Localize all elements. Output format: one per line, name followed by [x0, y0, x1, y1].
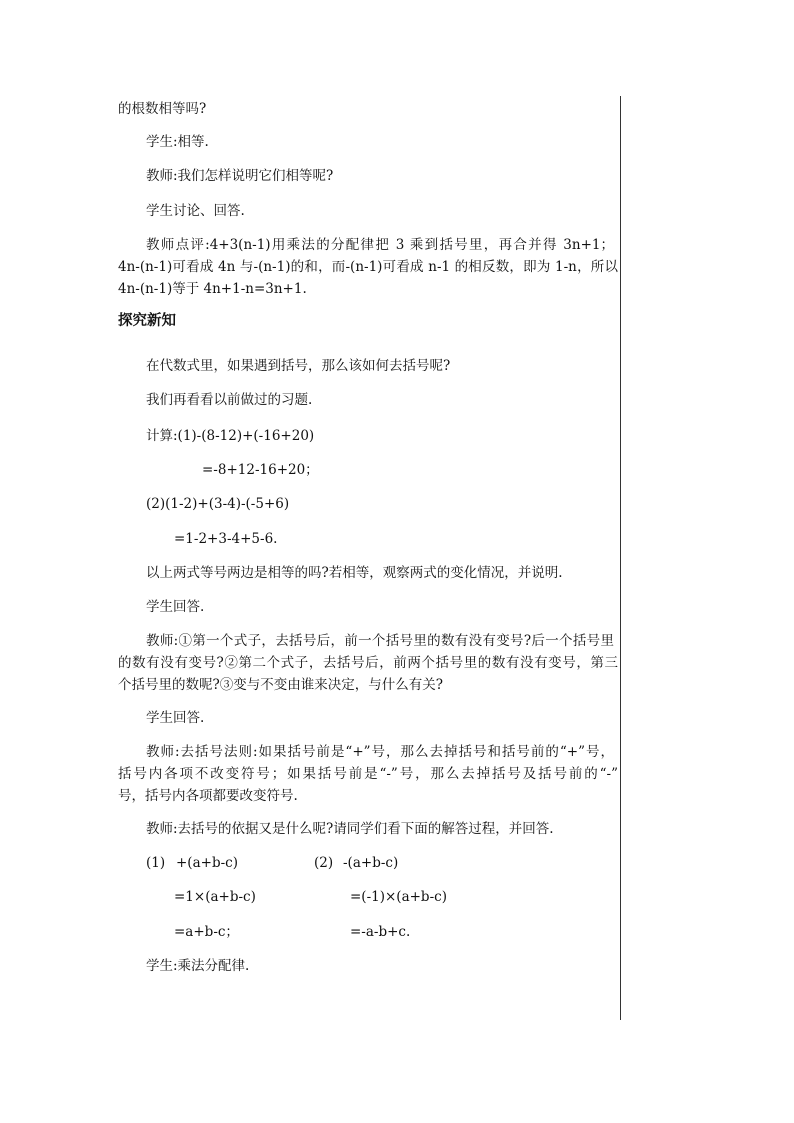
math-line: -(a+b-c)	[343, 855, 399, 871]
text-line: 教师:①第一个式子，去括号后，前一个括号里的数有没有变号?后一个括号里	[146, 633, 614, 649]
text-line: 教师点评:4+3(n-1)用乘法的分配律把 3 乘到括号里，再合并得 3n+1；	[146, 237, 614, 253]
math-line: =-a-b+c.	[350, 924, 411, 940]
text-line: 学生:乘法分配律.	[146, 958, 250, 974]
text-line: 在代数式里，如果遇到括号，那么该如何去括号呢?	[146, 358, 451, 374]
text-line: 以上两式等号两边是相等的吗?若相等，观察两式的变化情况，并说明.	[146, 565, 563, 581]
text-line: (2)(1-2)+(3-4)-(-5+6)	[146, 496, 290, 512]
text-line: 的根数相等吗?	[118, 101, 207, 117]
text-line: =-8+12-16+20；	[202, 462, 319, 478]
text-line: =1-2+3-4+5-6.	[174, 531, 278, 547]
text-line: 计算:(1)-(8-12)+(-16+20)	[146, 428, 315, 444]
text-line: 我们再看看以前做过的习题.	[146, 392, 313, 408]
math-line: +(a+b-c)	[176, 855, 238, 871]
text-line: 教师:去括号的依据又是什么呢?请同学们看下面的解答过程，并回答.	[146, 821, 554, 837]
math-label-2: (2)	[314, 855, 334, 871]
text-line: 的数有没有变号?②第二个式子，去括号后，前两个括号里的数有没有变号，第三	[118, 655, 618, 671]
text-line: 4n-(n-1)等于 4n+1-n=3n+1.	[118, 281, 307, 297]
text-line: 学生回答.	[146, 710, 205, 726]
text-line: 教师:我们怎样说明它们相等呢?	[146, 168, 334, 184]
text-line: 学生讨论、回答.	[146, 203, 245, 219]
math-line: =a+b-c；	[174, 924, 239, 940]
text-line: 4n-(n-1)可看成 4n 与-(n-1)的和，而-(n-1)可看成 n-1 的相反数，即为 1-n，所以	[118, 259, 618, 275]
math-line: =1×(a+b-c)	[174, 889, 256, 905]
math-line: =(-1)×(a+b-c)	[350, 889, 447, 905]
math-label-1: (1)	[146, 855, 166, 871]
text-line: 号，括号内各项都要改变符号.	[118, 788, 298, 804]
text-line: 个括号里的数呢?③变与不变由谁来决定，与什么有关?	[118, 677, 443, 693]
text-line: 括号内各项不改变符号；如果括号前是“-”号，那么去掉括号及括号前的“-”	[118, 766, 618, 782]
text-line: 学生回答.	[146, 599, 205, 615]
page-right-rule	[620, 96, 621, 1020]
section-heading: 探究新知	[118, 313, 176, 329]
text-line: 学生:相等.	[146, 134, 209, 150]
text-line: 教师:去括号法则:如果括号前是“+”号，那么去掉括号和括号前的“+”号，	[146, 744, 614, 760]
